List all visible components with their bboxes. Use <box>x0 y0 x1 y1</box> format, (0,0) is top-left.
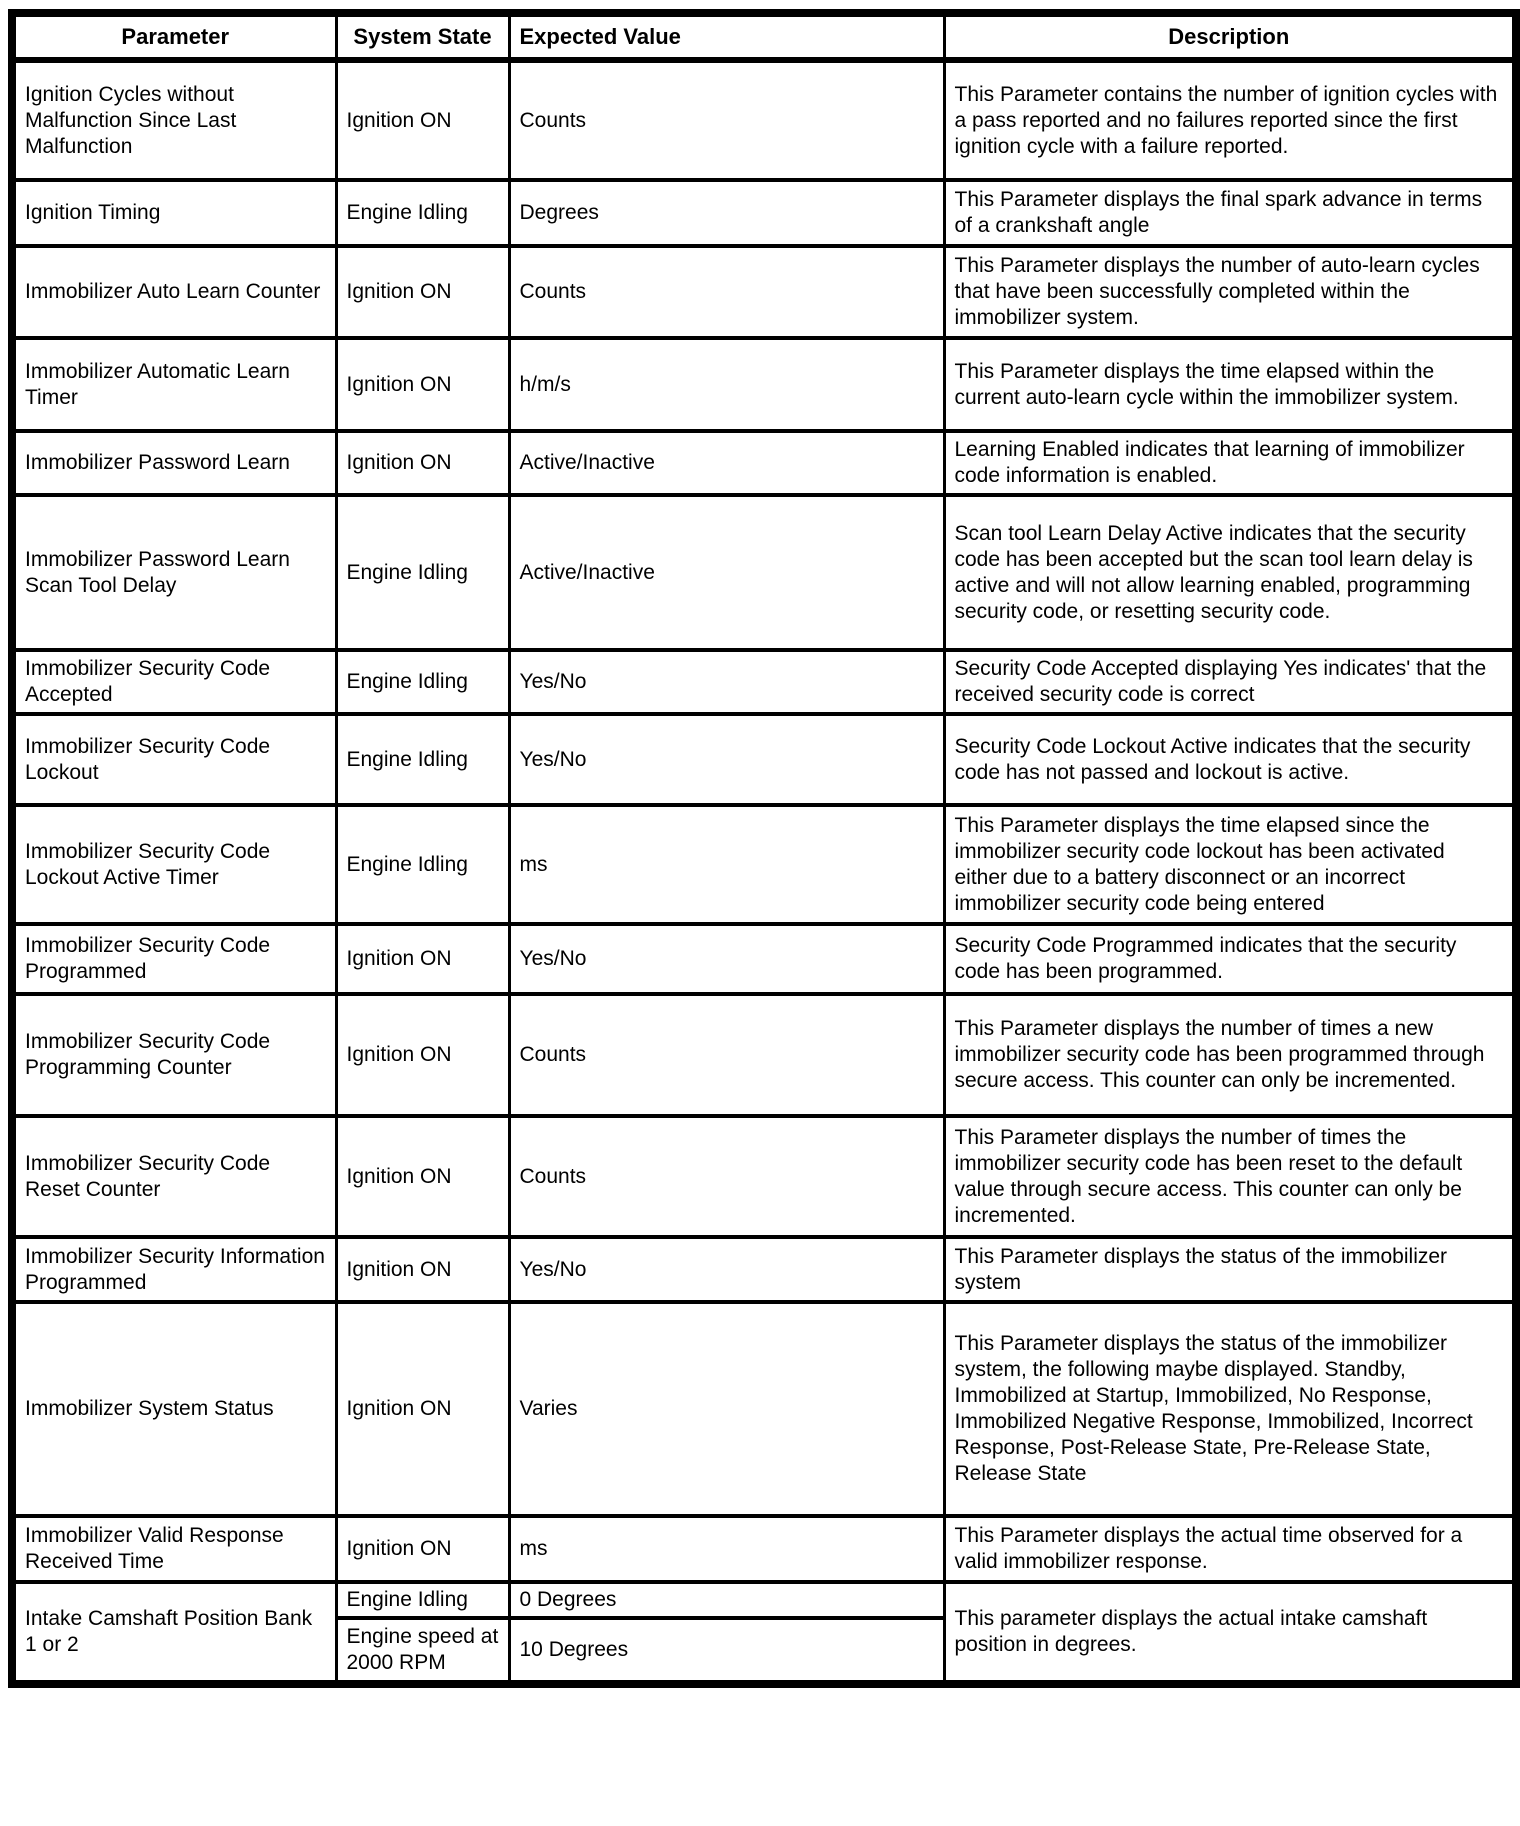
cell-description: Security Code Programmed indicates that the security code has been programmed. <box>944 924 1516 994</box>
cell-system-state: Ignition ON <box>336 994 509 1116</box>
cell-description: This Parameter displays the status of the immobilizer system <box>944 1237 1516 1302</box>
cell-parameter: Immobilizer Security Information Programmed <box>12 1237 336 1302</box>
cell-system-state: Ignition ON <box>336 1116 509 1237</box>
cell-description: This Parameter displays the number of times the immobilizer security code has been reset to the default value through secure access. This counter can only be incremented. <box>944 1116 1516 1237</box>
cell-system-state: Ignition ON <box>336 338 509 431</box>
cell-expected-value: Counts <box>509 1116 944 1237</box>
header-description: Description <box>944 13 1516 60</box>
cell-expected-value: Degrees <box>509 180 944 246</box>
cell-expected-value: Counts <box>509 60 944 180</box>
table-row <box>12 60 1516 180</box>
cell-system-state: Ignition ON <box>336 1516 509 1582</box>
cell-parameter: Immobilizer Security Code Accepted <box>12 650 336 714</box>
cell-system-state: Engine Idling <box>336 650 509 714</box>
table-row <box>12 924 1516 994</box>
cell-expected-value: Counts <box>509 246 944 338</box>
cell-parameter: Immobilizer Automatic Learn Timer <box>12 338 336 431</box>
cell-parameter: Immobilizer Security Code Reset Counter <box>12 1116 336 1237</box>
cell-parameter: Ignition Cycles without Malfunction Since Last Malfunction <box>12 60 336 180</box>
cell-expected-value: Active/Inactive <box>509 431 944 495</box>
cell-system-state: Engine Idling <box>336 1582 509 1618</box>
parameter-table <box>8 9 1520 1688</box>
table-row <box>12 338 1516 431</box>
cell-system-state: Ignition ON <box>336 924 509 994</box>
table-row <box>12 495 1516 650</box>
cell-description: This parameter displays the actual intake camshaft position in degrees. <box>944 1582 1516 1684</box>
cell-expected-value: Yes/No <box>509 714 944 805</box>
cell-description: This Parameter displays the actual time observed for a valid immobilizer response. <box>944 1516 1516 1582</box>
cell-parameter: Immobilizer Security Code Lockout Active Timer <box>12 805 336 924</box>
cell-description: Security Code Accepted displaying Yes indicates' that the received security code is correct <box>944 650 1516 714</box>
cell-system-state: Engine speed at 2000 RPM <box>336 1618 509 1684</box>
cell-expected-value: Yes/No <box>509 1237 944 1302</box>
header-row <box>12 13 1516 60</box>
cell-parameter: Ignition Timing <box>12 180 336 246</box>
cell-description: This Parameter displays the final spark advance in terms of a crankshaft angle <box>944 180 1516 246</box>
cell-parameter: Immobilizer Security Code Programmed <box>12 924 336 994</box>
cell-parameter: Immobilizer System Status <box>12 1302 336 1516</box>
cell-parameter: Immobilizer Auto Learn Counter <box>12 246 336 338</box>
cell-expected-value: Active/Inactive <box>509 495 944 650</box>
cell-description: This Parameter contains the number of ignition cycles with a pass reported and no failures reported since the first ignition cycle with a failure reported. <box>944 60 1516 180</box>
cell-expected-value: h/m/s <box>509 338 944 431</box>
cell-expected-value: ms <box>509 1516 944 1582</box>
cell-system-state: Ignition ON <box>336 1237 509 1302</box>
table-row <box>12 1582 1516 1618</box>
cell-system-state: Ignition ON <box>336 431 509 495</box>
cell-parameter: Immobilizer Password Learn Scan Tool Delay <box>12 495 336 650</box>
cell-parameter: Immobilizer Valid Response Received Time <box>12 1516 336 1582</box>
table-row <box>12 1516 1516 1582</box>
cell-expected-value: Counts <box>509 994 944 1116</box>
cell-system-state: Engine Idling <box>336 714 509 805</box>
cell-system-state: Engine Idling <box>336 180 509 246</box>
cell-expected-value: Yes/No <box>509 924 944 994</box>
cell-parameter: Immobilizer Password Learn <box>12 431 336 495</box>
table-row <box>12 1302 1516 1516</box>
cell-description: Learning Enabled indicates that learning of immobilizer code information is enabled. <box>944 431 1516 495</box>
table-row <box>12 1237 1516 1302</box>
cell-description: This Parameter displays the time elapsed within the current auto-learn cycle within the immobilizer system. <box>944 338 1516 431</box>
table-row <box>12 805 1516 924</box>
cell-system-state: Engine Idling <box>336 805 509 924</box>
cell-expected-value: Yes/No <box>509 650 944 714</box>
table-row <box>12 180 1516 246</box>
header-parameter: Parameter <box>12 13 336 60</box>
cell-system-state: Ignition ON <box>336 1302 509 1516</box>
cell-description: This Parameter displays the number of auto-learn cycles that have been successfully completed within the immobilizer system. <box>944 246 1516 338</box>
cell-description: This Parameter displays the number of times a new immobilizer security code has been programmed through secure access. This counter can only be incremented. <box>944 994 1516 1116</box>
header-system-state: System State <box>336 13 509 60</box>
table-row <box>12 994 1516 1116</box>
table-row <box>12 431 1516 495</box>
cell-description: Scan tool Learn Delay Active indicates that the security code has been accepted but the scan tool learn delay is active and will not allow learning enabled, programming security code, or resetting security code. <box>944 495 1516 650</box>
cell-expected-value: 0 Degrees <box>509 1582 944 1618</box>
cell-parameter: Intake Camshaft Position Bank 1 or 2 <box>12 1582 336 1684</box>
cell-expected-value: 10 Degrees <box>509 1618 944 1684</box>
cell-system-state: Ignition ON <box>336 246 509 338</box>
table-row <box>12 246 1516 338</box>
header-expected-value: Expected Value <box>509 13 944 60</box>
cell-expected-value: Varies <box>509 1302 944 1516</box>
table-row <box>12 650 1516 714</box>
table-row <box>12 1116 1516 1237</box>
cell-parameter: Immobilizer Security Code Programming Counter <box>12 994 336 1116</box>
cell-parameter: Immobilizer Security Code Lockout <box>12 714 336 805</box>
cell-system-state: Engine Idling <box>336 495 509 650</box>
cell-description: This Parameter displays the time elapsed since the immobilizer security code lockout has been activated either due to a battery disconnect or an incorrect immobilizer security code being entered <box>944 805 1516 924</box>
cell-description: This Parameter displays the status of the immobilizer system, the following maybe displayed. Standby, Immobilized at Startup, Immobilized, No Response, Immobilized Negative Response, Immobilized, Incorrect Response, Post-Release State, Pre-Release State, Release State <box>944 1302 1516 1516</box>
cell-description: Security Code Lockout Active indicates that the security code has not passed and lockout is active. <box>944 714 1516 805</box>
cell-expected-value: ms <box>509 805 944 924</box>
cell-system-state: Ignition ON <box>336 60 509 180</box>
table-row <box>12 714 1516 805</box>
